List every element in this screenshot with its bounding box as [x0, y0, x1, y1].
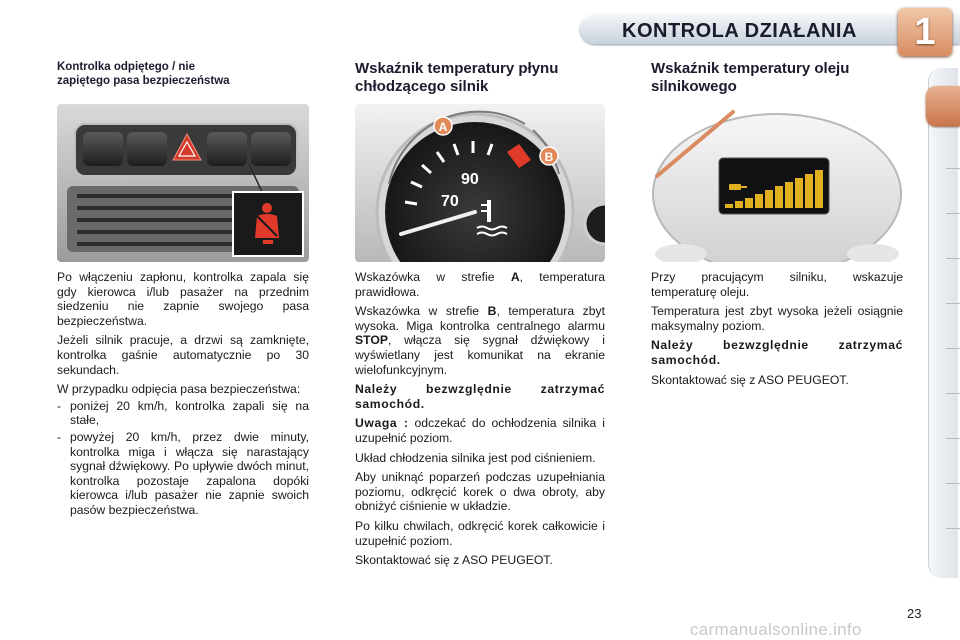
text-run: , temperatura zbyt wysoka. Miga kontrolka centralnego alarmu: [355, 304, 605, 333]
title-line: chłodzącego silnik: [355, 78, 489, 95]
oil-gauge-photo: [651, 104, 903, 262]
coolant-gauge-illustration: [355, 104, 605, 262]
paragraph: W przypadku odpięcia pasa bezpieczeństwa:: [57, 382, 301, 397]
dashboard-illustration: [57, 104, 309, 262]
list-item: [57, 399, 309, 428]
tab-notch[interactable]: [946, 213, 960, 214]
text-run-bold: B: [487, 304, 497, 319]
tab-notch[interactable]: [946, 258, 960, 259]
paragraph: Po kilku chwilach, odkręcić korek całkowicie i uzupełnić poziom.: [355, 518, 605, 548]
title-line: zapiętego pasa bezpieczeństwa: [57, 75, 230, 87]
bullet-dash: -: [57, 398, 62, 413]
list-item-text: poniżej 20 km/h, kontrolka zapali się na stałe,: [70, 398, 309, 428]
dashboard-photo: [57, 104, 309, 262]
oil-section-title: [651, 60, 903, 96]
tab-notch[interactable]: [946, 303, 960, 304]
temp-70-label: 70: [441, 193, 459, 210]
paragraph: Po włączeniu zapłonu, kontrolka zapala się gdy kierowca i/lub pasażer na przednim siedzeniu nie zapnie swojego pasa bezpieczeństwa.: [57, 270, 309, 328]
coolant-text: [355, 270, 605, 573]
text-run: , włącza się sygnał dźwiękowy i wyświetlany jest komunikat na ekranie wielofunkcyjnym.: [355, 333, 605, 377]
zone-b-label: B: [544, 150, 554, 164]
page-header: [560, 11, 960, 53]
text-run-bold: A: [510, 270, 520, 284]
column-oil: [651, 60, 903, 387]
tab-notch[interactable]: [946, 483, 960, 484]
tab-notch[interactable]: [946, 393, 960, 394]
paragraph: [355, 304, 605, 377]
title-line: Wskaźnik temperatury oleju: [651, 60, 850, 77]
paragraph: Skontaktować się z ASO PEUGEOT.: [355, 553, 553, 568]
tab-notch[interactable]: [946, 528, 960, 529]
text-run: Wskazówka w strefie: [355, 270, 511, 284]
paragraph: Temperatura jest zbyt wysoka jeżeli osiągnie maksymalny poziom.: [651, 304, 903, 333]
paragraph: Jeżeli silnik pracuje, a drzwi są zamknięte, kontrolka gaśnie automatycznie po 30 sekundach.: [57, 333, 309, 377]
tab-rail: [928, 68, 958, 578]
paragraph: Układ chłodzenia silnika jest pod ciśnieniem.: [355, 450, 596, 465]
text-run-bold: STOP: [355, 333, 388, 348]
coolant-gauge-photo: [355, 104, 605, 262]
warning-paragraph: Należy bezwzględnie zatrzymać samochód.: [651, 338, 903, 367]
paragraph: [355, 416, 605, 445]
speed-list: [57, 399, 309, 518]
coolant-section-title: [355, 60, 605, 96]
watermark[interactable]: carmanualsonline.info: [690, 620, 862, 639]
chapter-badge: 1: [898, 8, 952, 56]
text-run: odczekać do ochłodzenia silnika i uzupełnić poziom.: [355, 416, 605, 445]
list-item: [57, 430, 309, 518]
bullet-dash: -: [57, 429, 62, 444]
title-line: Wskaźnik temperatury płynu: [355, 60, 559, 77]
seatbelt-text: [57, 270, 309, 520]
text-run-bold: Uwaga :: [355, 416, 409, 431]
tab-notch[interactable]: [946, 168, 960, 169]
title-line: Kontrolka odpiętego / nie: [57, 61, 196, 73]
oil-gauge-illustration: [651, 104, 903, 262]
paragraph: [355, 270, 605, 299]
text-run: Wskazówka w strefie: [355, 304, 488, 319]
paragraph: Przy pracującym silniku, wskazuje temperaturę oleju.: [651, 270, 903, 299]
temp-90-label: 90: [461, 171, 479, 188]
tab-active-chapter[interactable]: [926, 86, 960, 126]
tab-notch[interactable]: [946, 438, 960, 439]
list-item-text: powyżej 20 km/h, przez dwie minuty, kontrolka miga i włącza się narastający sygnał dźwiękowy. Po upływie dwóch minut, kontrolka pozostaje zapalona dopóki kierowca i/lub pasażer nie zapnie swoich pasów bezpieczeństwa.: [70, 429, 309, 517]
paragraph: Aby uniknąć poparzeń podczas uzupełniania poziomu, odkręcić korek o dwa obroty, aby obniżyć ciśnienie w układzie.: [355, 470, 605, 514]
page-number: 23: [907, 606, 922, 621]
column-seatbelt: [57, 60, 309, 517]
text-run: , temperatura prawidłowa.: [355, 270, 605, 299]
page-title: KONTROLA DZIAŁANIA: [622, 20, 857, 42]
column-coolant: [355, 60, 605, 568]
paragraph: Skontaktować się z ASO PEUGEOT.: [651, 372, 849, 387]
oil-text: [651, 270, 903, 392]
title-line: silnikowego: [651, 78, 737, 95]
seatbelt-section-title: [57, 60, 309, 88]
zone-a-label: A: [438, 120, 448, 134]
tab-notch[interactable]: [946, 348, 960, 349]
warning-paragraph: Należy bezwzględnie zatrzymać samochód.: [355, 382, 605, 411]
chapter-tabs: [926, 68, 960, 578]
